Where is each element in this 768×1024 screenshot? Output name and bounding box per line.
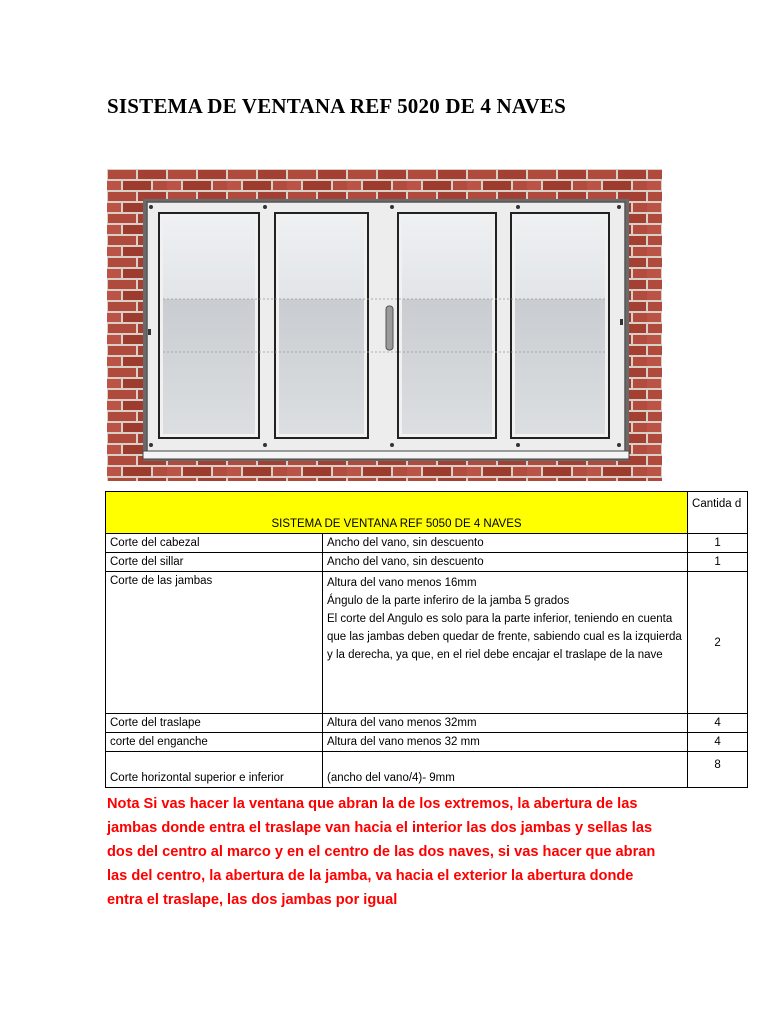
- table-header-row: [106, 492, 748, 534]
- table-row: [106, 714, 748, 733]
- table-header-qty: Cantida d: [688, 492, 748, 534]
- row-item: Corte de las jambas: [106, 572, 323, 714]
- table-header-title: SISTEMA DE VENTANA REF 5050 DE 4 NAVES: [106, 492, 688, 534]
- row-item: Corte del cabezal: [106, 534, 323, 553]
- description-line: Ángulo de la parte inferiro de la jamba 5 grados: [327, 595, 570, 607]
- row-qty: 2: [688, 572, 748, 714]
- row-description: (ancho del vano/4)- 9mm: [323, 752, 688, 788]
- window-photo: [107, 169, 662, 481]
- row-description: Altura del vano menos 32 mm: [323, 733, 688, 752]
- note-paragraph: Nota Si vas hacer la ventana que abran la de los extremos, la abertura de las jambas donde entra el traslape van hacia el interior las dos jambas y sellas las dos del centro al marco y en el centro de las dos naves, si vas hacer que abran las del centro, la abertura de la jamba, va hacia el exterior la abertura donde entra el traslape, las dos jambas por igual: [107, 796, 656, 908]
- description-line: El corte del Angulo es solo para la parte inferior, teniendo en cuenta que las jambas deben quedar de frente, sabiendo cual es la izquierda y la derecha, ya que, en el riel debe encajar el traslape de la nave: [327, 613, 682, 661]
- row-qty: 1: [688, 534, 748, 553]
- description-line: Altura del vano menos 16mm: [327, 577, 477, 589]
- row-item: Corte del sillar: [106, 553, 323, 572]
- table-row: [106, 534, 748, 553]
- row-qty: 1: [688, 553, 748, 572]
- row-item: corte del enganche: [106, 733, 323, 752]
- row-description: Ancho del vano, sin descuento: [323, 553, 688, 572]
- cut-spec-table: [105, 491, 748, 788]
- table-row: [106, 752, 748, 788]
- row-description: [323, 572, 688, 714]
- table-row: [106, 733, 748, 752]
- row-item: Corte horizontal superior e inferior: [106, 752, 323, 788]
- row-item: Corte del traslape: [106, 714, 323, 733]
- page-title: SISTEMA DE VENTANA REF 5020 DE 4 NAVES: [107, 94, 567, 118]
- row-description: Ancho del vano, sin descuento: [323, 534, 688, 553]
- row-qty: 4: [688, 733, 748, 752]
- table-row: [106, 553, 748, 572]
- table-row: [106, 572, 748, 714]
- row-qty: 4: [688, 714, 748, 733]
- row-qty: 8: [688, 752, 748, 788]
- row-description: Altura del vano menos 32mm: [323, 714, 688, 733]
